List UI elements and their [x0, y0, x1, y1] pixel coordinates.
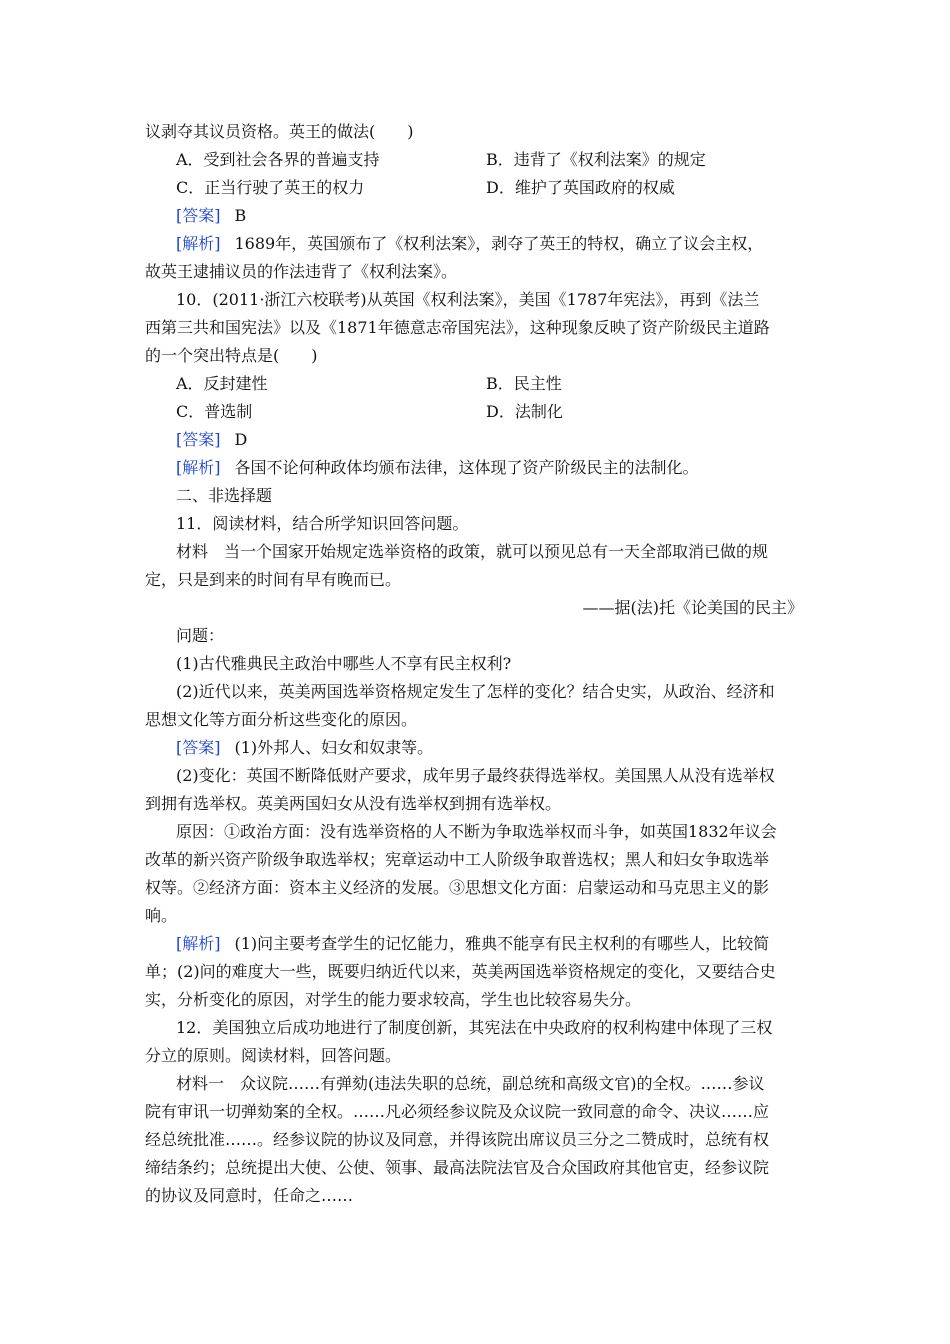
q11-question-2-cont: 思想文化等方面分析这些变化的原因。 — [145, 710, 418, 729]
q9-stem: 议剥夺其议员资格。英王的做法( ) — [145, 122, 414, 141]
analysis-text: 1689年，英国颁布了《权利法案》，剥夺了英王的特权，确立了议会主权， — [234, 234, 764, 253]
q12-material-1-cont: 缔结条约；总统提出大使、公使、领事、最高法院法官及合众国政府其他官吏，经参议院 — [145, 1158, 770, 1177]
q12-stem: 12．美国独立后成功地进行了制度创新，其宪法在中央政府的权利构建中体现了三权 — [176, 1018, 773, 1037]
q11-source: ——据(法)托《论美国的民主》 — [582, 598, 803, 617]
q11-question-label: 问题： — [176, 626, 225, 645]
q11-reason-cont: 权等。②经济方面：资本主义经济的发展。③思想文化方面：启蒙运动和马克思主义的影 — [145, 878, 770, 897]
q11-material-cont: 定，只是到来的时间有早有晚而已。 — [145, 570, 402, 589]
answer-tag: [答案] — [176, 430, 221, 449]
q10-option-c: C．普选制 — [176, 402, 253, 421]
analysis-tag: [解析] — [176, 234, 221, 253]
answer-tag: [答案] — [176, 206, 221, 225]
q9-option-c: C．正当行驶了英王的权力 — [176, 178, 365, 197]
q9-analysis-cont: 故英王逮捕议员的作法违背了《权利法案》。 — [145, 262, 458, 281]
q11-answer — [176, 738, 433, 758]
q10-stem-cont: 的一个突出特点是( ) — [145, 346, 318, 365]
q11-reason: 原因：①政治方面：没有选举资格的人不断为争取选举权而斗争，如英国1832年议会 — [176, 822, 777, 841]
q10-stem: 10．(2011·浙江六校联考)从英国《权利法案》，美国《1787年宪法》，再到《法兰 — [176, 290, 760, 309]
q10-analysis — [176, 458, 699, 478]
answer-value: D — [234, 430, 248, 449]
q10-option-d: D．法制化 — [486, 402, 563, 421]
q12-material-1-cont: 院有审讯一切弹劾案的全权。……凡必须经参议院及众议院一致同意的命令、决议……应 — [145, 1102, 770, 1121]
q9-option-d: D．维护了英国政府的权威 — [486, 178, 675, 197]
q11-analysis — [176, 934, 769, 954]
q11-stem: 11．阅读材料，结合所学知识回答问题。 — [176, 514, 469, 533]
q9-answer — [176, 206, 246, 226]
answer-value: B — [234, 206, 247, 225]
q9-option-a: A．受到社会各界的普遍支持 — [176, 150, 380, 169]
q11-analysis-cont: 单；(2)问的难度大一些，既要归纳近代以来，英美两国选举资格规定的变化，又要结合史 — [145, 962, 776, 981]
analysis-tag: [解析] — [176, 934, 221, 953]
answer-value: (1)外邦人、妇女和奴隶等。 — [234, 738, 434, 757]
q10-option-a: A．反封建性 — [176, 374, 268, 393]
q9-option-b: B．违背了《权利法案》的规定 — [486, 150, 706, 169]
q11-reason-cont: 改革的新兴资产阶级争取选举权；宪章运动中工人阶级争取普选权；黑人和妇女争取选举 — [145, 850, 770, 869]
q11-question-2: (2)近代以来，英美两国选举资格规定发生了怎样的变化？结合史实，从政治、经济和 — [176, 682, 775, 701]
q12-material-1-cont: 的协议及同意时，任命之…… — [145, 1186, 354, 1205]
section-title: 二、非选择题 — [176, 486, 273, 505]
q11-answer-2-cont: 到拥有选举权。英美两国妇女从没有选举权到拥有选举权。 — [145, 794, 562, 813]
q10-answer — [176, 430, 247, 450]
q11-question-1: (1)古代雅典民主政治中哪些人不享有民主权利? — [176, 654, 512, 673]
analysis-tag: [解析] — [176, 458, 221, 477]
q11-analysis-cont: 实，分析变化的原因，对学生的能力要求较高，学生也比较容易失分。 — [145, 990, 642, 1009]
q12-stem-cont: 分立的原则。阅读材料，回答问题。 — [145, 1046, 402, 1065]
q11-material: 材料 当一个国家开始规定选举资格的政策，就可以预见总有一天全部取消已做的规 — [176, 542, 769, 561]
answer-tag: [答案] — [176, 738, 221, 757]
q11-reason-cont: 响。 — [145, 906, 178, 925]
q11-answer-2: (2)变化：英国不断降低财产要求，成年男子最终获得选举权。美国黑人从没有选举权 — [176, 766, 775, 785]
analysis-text: 各国不论何种政体均颁布法律，这体现了资产阶级民主的法制化。 — [234, 458, 699, 477]
q12-material-1: 材料一 众议院……有弹劾(违法失职的总统，副总统和高级文官)的全权。……参议 — [176, 1074, 765, 1093]
q10-stem-cont: 西第三共和国宪法》以及《1871年德意志帝国宪法》，这种现象反映了资产阶级民主道路 — [145, 318, 770, 337]
q10-option-b: B．民主性 — [486, 374, 562, 393]
q9-analysis — [176, 234, 763, 254]
analysis-text: (1)问主要考查学生的记忆能力，雅典不能享有民主权利的有哪些人，比较简 — [234, 934, 770, 953]
q12-material-1-cont: 经总统批准……。经参议院的协议及同意，并得该院出席议员三分之二赞成时，总统有权 — [145, 1130, 770, 1149]
